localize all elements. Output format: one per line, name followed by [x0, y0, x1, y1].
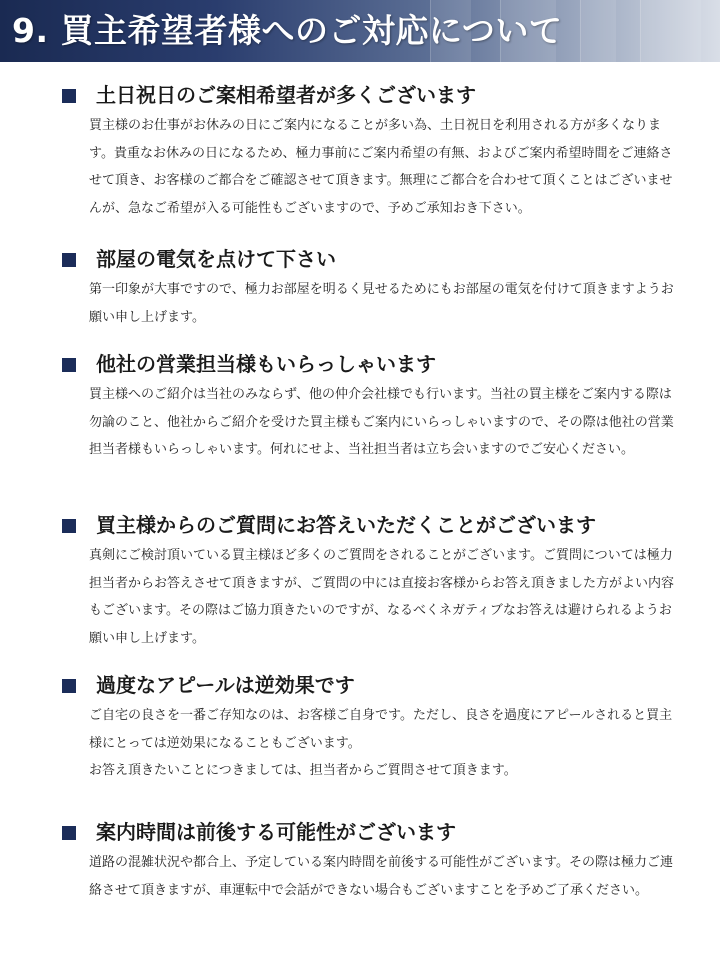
square-bullet-icon: [62, 519, 76, 533]
section-turn-on-lights: [0, 244, 720, 331]
section-title: 買主様からのご質問にお答えいただくことがございます: [96, 513, 596, 537]
section-excessive-appeal: [0, 670, 720, 785]
section-paragraph: 買主様へのご紹介は当社のみならず、他の仲介会社様でも行います。当社の買主様をご案内する際は勿論のこと、他社からご紹介を受けた買主様もご案内にいらっしゃいますので、その際は他社の営業担当者様もいらっしゃいます。何れにせよ、当社担当者は立ち会いますのでご安心ください。: [89, 387, 674, 457]
section-paragraph: ご自宅の良さを一番ご存知なのは、お客様ご自身です。ただし、良さを過度にアピールされると買主様にとっては逆効果になることもございます。: [89, 708, 673, 751]
section-paragraph: 第一印象が大事ですので、極力お部屋を明るく見せるためにもお部屋の電気を付けて頂きますようお願い申し上げます。: [89, 282, 674, 325]
section-body: [89, 542, 679, 652]
section-title: 部屋の電気を点けて下さい: [96, 247, 336, 271]
square-bullet-icon: [62, 358, 76, 372]
section-paragraph: 買主様のお仕事がお休みの日にご案内になることが多い為、土日祝日を利用される方が多くなります。貴重なお休みの日になるため、極力事前にご案内希望の有無、およびご案内希望時間をご連絡させて頂き、お客様のご都合をご確認させて頂きます。無理にご都合を合わせて頂くことはございませんが、急なご希望が入る可能性もございますので、予めご承知おき下さい。: [89, 118, 673, 216]
square-bullet-icon: [62, 253, 76, 267]
square-bullet-icon: [62, 679, 76, 693]
section-body: [89, 702, 679, 785]
section-body: [89, 381, 679, 464]
square-bullet-icon: [62, 826, 76, 840]
square-bullet-icon: [62, 89, 76, 103]
section-paragraph: 真剣にご検討頂いている買主様ほど多くのご質問をされることがございます。ご質問については極力担当者からお答えさせて頂きますが、ご質問の中には直接お客様からお答え頂きました方がよい内容もございます。その際はご協力頂きたいのですが、なるべくネガティブなお答えは避けられるようお願い申し上げます。: [89, 548, 675, 646]
section-viewing-time-change: [0, 817, 720, 904]
section-title: 他社の営業担当様もいらっしゃいます: [96, 352, 436, 376]
section-paragraph: 道路の混雑状況や都合上、予定している案内時間を前後する可能性がございます。その際は極力ご連絡させて頂きますが、車運転中で会話ができない場合もございますことを予めご了承ください。: [89, 855, 673, 898]
section-title: 過度なアピールは逆効果です: [96, 673, 355, 697]
section-title: 案内時間は前後する可能性がございます: [96, 820, 456, 844]
section-paragraph: お答え頂きたいことにつきましては、担当者からご質問させて頂きます。: [89, 763, 517, 778]
page-header-banner: [0, 0, 720, 62]
section-buyer-questions: [0, 510, 720, 652]
section-weekend-viewings: [0, 80, 720, 222]
section-body: [89, 112, 679, 222]
page-title: 9. 買主希望者様へのご対応について: [12, 11, 563, 50]
section-body: [89, 849, 679, 904]
section-other-agents: [0, 349, 720, 464]
section-title: 土日祝日のご案相希望者が多くございます: [96, 83, 476, 107]
section-body: [89, 276, 679, 331]
